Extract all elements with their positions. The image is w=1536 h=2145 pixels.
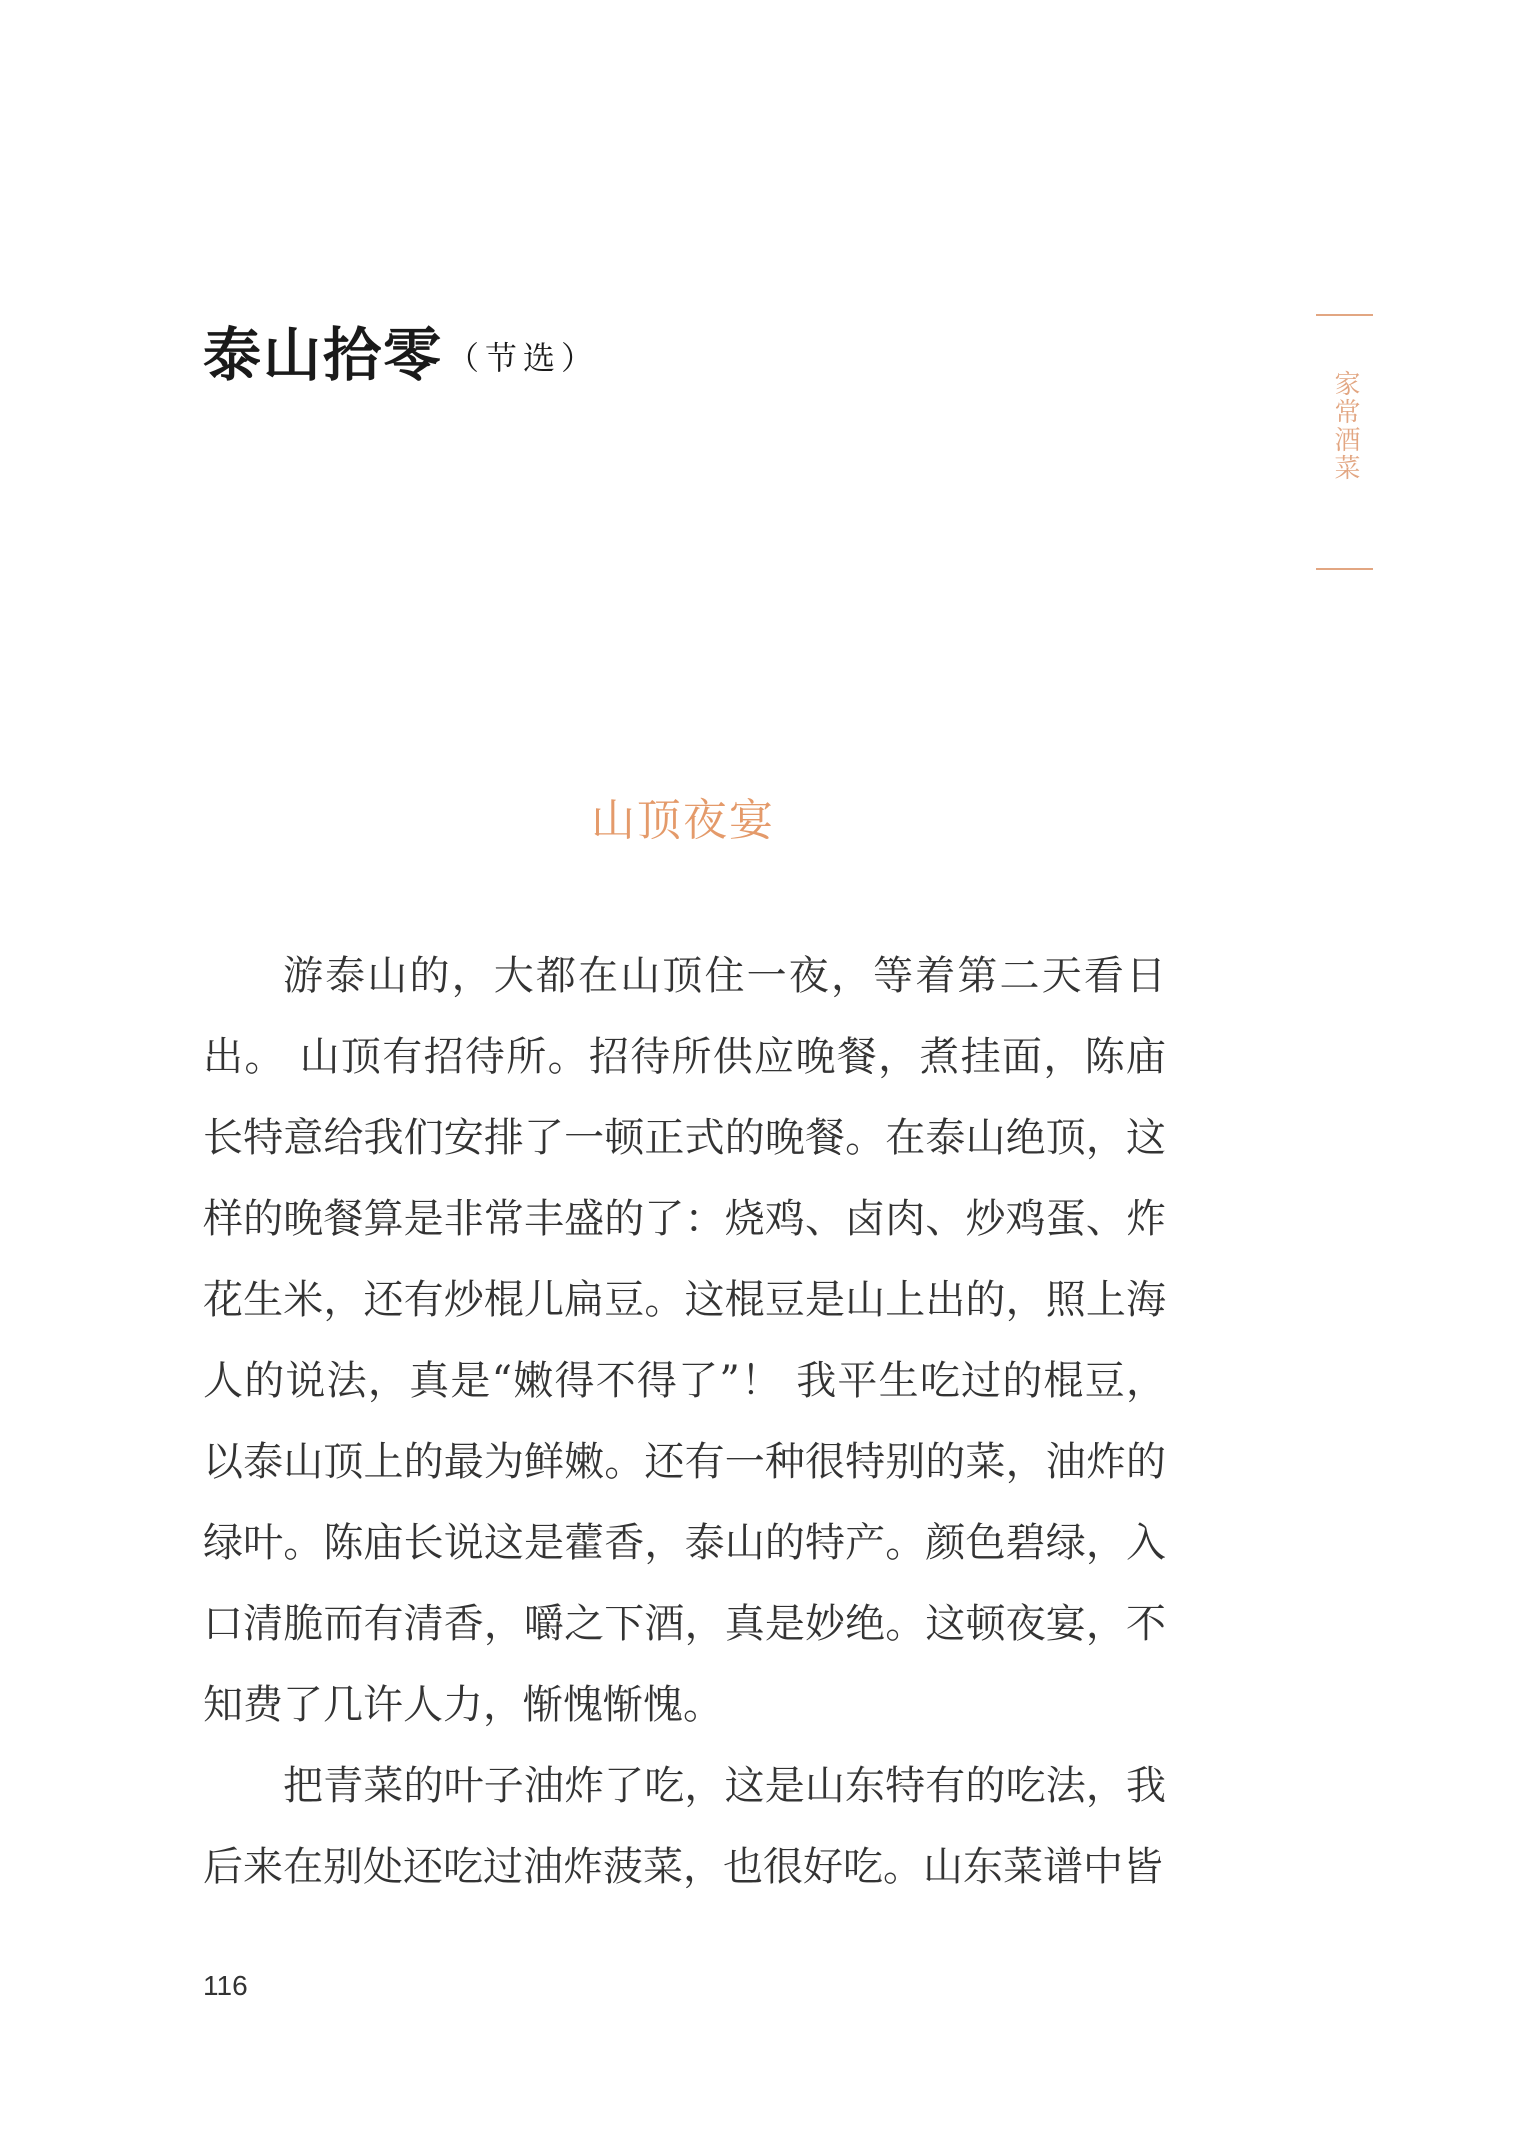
side-tab-bottom-rule (1316, 568, 1373, 570)
chapter-title-note: （节选） (447, 339, 600, 377)
side-tab-top-rule (1316, 314, 1373, 316)
side-tab-label: 家常酒菜 (1330, 370, 1360, 482)
chapter-title-main: 泰山拾零 (203, 321, 444, 389)
chapter-title (203, 308, 599, 392)
paragraph: 游泰山的，大都在山顶住一夜，等着第二天看日出。 山顶有招待所。招待所供应晚餐，煮挂面，陈庙长特意给我们安排了一顿正式的晚餐。在泰山绝顶，这样的晚餐算是非常丰盛的了：烧鸡、卤肉、炒鸡蛋、炸花生米，还有炒棍儿扁豆。这棍豆是山上出的，照上海人的说法，真是“嫩得不得了”！ 我平生吃过的棍豆，以泰山顶上的最为鲜嫩。还有一种很特别的菜，油炸的绿叶。陈庙长说这是藿香，泰山的特产。颜色碧绿，入口清脆而有清香，嚼之下酒，真是妙绝。这顿夜宴，不知费了几许人力，惭愧惭愧。 (203, 953, 1166, 1728)
section-title: 山顶夜宴 (591, 795, 775, 846)
page-number: 116 (203, 1970, 248, 2001)
body-text (203, 936, 1166, 1908)
paragraph: 把青菜的叶子油炸了吃，这是山东特有的吃法，我后来在别处还吃过油炸菠菜，也很好吃。山东菜谱中皆 (203, 1763, 1166, 1890)
